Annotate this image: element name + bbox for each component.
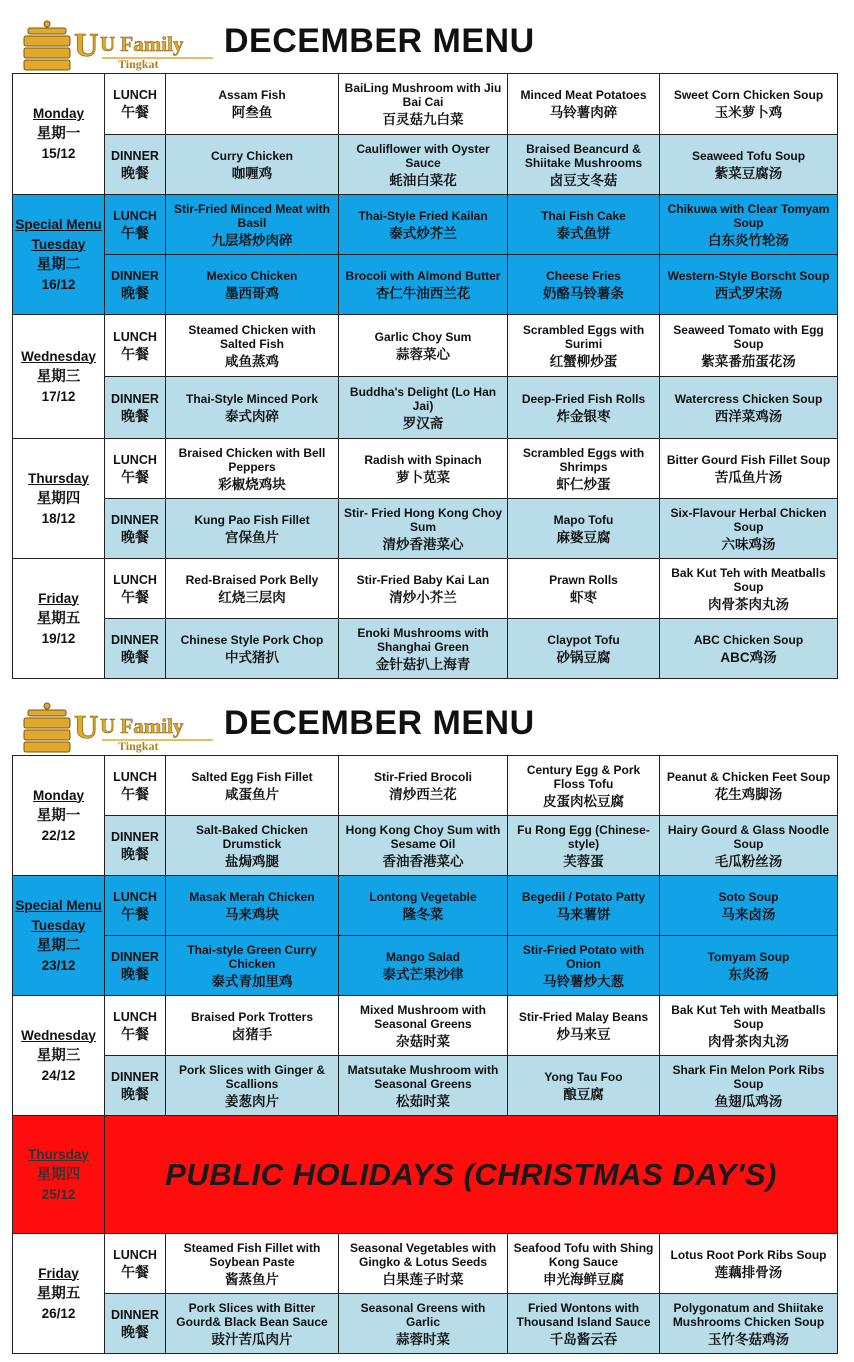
- lunch-label: LUNCH 午餐: [105, 439, 166, 499]
- dish-cell: [339, 1056, 508, 1116]
- dish-name-en: Prawn Rolls: [549, 572, 618, 587]
- dish-name-cn: 盐焗鸡腿: [225, 853, 279, 869]
- logo-sub: Tingkat: [118, 739, 159, 753]
- dish-name-en: Seaweed Tomato with Egg Soup: [673, 322, 824, 351]
- dish-name-cn: 隆冬菜: [402, 906, 444, 922]
- dish-name-cn: 苦瓜鱼片汤: [714, 469, 783, 485]
- menu-title: DECEMBER MENU: [224, 704, 535, 742]
- dish-name-en: Brocoli with Almond Butter: [345, 268, 501, 283]
- dish-name-cn: 姜葱肉片: [225, 1093, 279, 1109]
- dish-name-cn: 九层塔炒肉碎: [211, 232, 293, 248]
- dish-name-en: Scrambled Eggs with Surimi: [522, 322, 645, 351]
- day-date: 17/12: [41, 388, 76, 404]
- dish-name-cn: 紫菜番茄蛋花汤: [701, 353, 796, 369]
- dish-name-cn: 豉汁苦瓜肉片: [211, 1331, 293, 1347]
- dish-name-cn: 清炒西兰花: [389, 786, 457, 802]
- dish-name-cn: 莲藕排骨汤: [714, 1264, 783, 1280]
- dish-cell: [166, 996, 339, 1056]
- dish-name-cn: 萝卜苋菜: [396, 469, 450, 485]
- dish-name-en: Thai-Style Minced Pork: [185, 391, 319, 406]
- dish-name-cn: 泰式炒芥兰: [389, 225, 457, 241]
- dish-cell: [166, 255, 339, 315]
- dish-name-cn: 千岛酱云吞: [549, 1331, 618, 1347]
- dish-name-cn: 彩椒烧鸡块: [218, 476, 286, 492]
- dish-cell: [660, 876, 838, 936]
- dish-cell: [508, 816, 660, 876]
- day-name-cn: 星期三: [36, 1047, 81, 1064]
- day-name-en: Monday: [32, 106, 84, 121]
- dish-cell: [508, 756, 660, 816]
- dish-name-en: ABC Chicken Soup: [693, 632, 804, 647]
- dish-name-en: Begedil / Potato Patty: [521, 889, 646, 904]
- dish-cell: [339, 756, 508, 816]
- dish-cell: [166, 816, 339, 876]
- dish-name-en: Seasonal Vegetables with Gingko & Lotus Seeds: [349, 1240, 497, 1269]
- dish-cell: [508, 559, 660, 619]
- dish-name-en: Stir-Fried Potato with Onion: [522, 942, 645, 971]
- dish-name-en: Soto Soup: [718, 889, 779, 904]
- dish-name-cn: 玉竹冬菇鸡汤: [708, 1331, 789, 1347]
- dish-name-cn: 蒜蓉菜心: [396, 346, 450, 362]
- dish-name-en: Seafood Tofu with Shing Kong Sauce: [513, 1240, 654, 1269]
- dish-name-cn: 清炒香港菜心: [382, 536, 464, 552]
- logo-brand: U Family: [100, 32, 184, 56]
- dish-name-cn: 酱蒸鱼片: [225, 1271, 279, 1287]
- dish-name-en: Mango Salad: [385, 949, 460, 964]
- dish-name-en: Yong Tau Foo: [544, 1069, 623, 1084]
- day-cell: [13, 996, 105, 1116]
- menu-table: [12, 73, 838, 679]
- dish-name-en: Chinese Style Pork Chop: [180, 632, 324, 647]
- dinner-label: DINNER 晚餐: [105, 135, 166, 195]
- dish-name-en: Chikuwa with Clear Tomyam Soup: [667, 201, 830, 230]
- dish-cell: [660, 135, 838, 195]
- dish-name-cn: 马来鸡块: [225, 906, 279, 922]
- dish-name-en: Braised Chicken with Bell Peppers: [178, 445, 326, 474]
- dish-name-cn: 咖喱鸡: [231, 165, 273, 181]
- holiday-text: PUBLIC HOLIDAYS (CHRISTMAS DAY'S): [165, 1156, 777, 1192]
- dish-cell: [508, 1234, 660, 1294]
- dish-cell: [660, 315, 838, 377]
- dish-name-en: Hong Kong Choy Sum with Sesame Oil: [345, 822, 501, 851]
- lunch-label: LUNCH 午餐: [105, 876, 166, 936]
- dish-name-cn: 宫保鱼片: [225, 529, 279, 545]
- day-name-en: Special Menu Tuesday: [15, 897, 102, 933]
- dish-name-en: Pork Slices with Bitter Gourd& Black Bean Sauce: [176, 1300, 328, 1329]
- dish-cell: [508, 377, 660, 439]
- dish-name-en: Mexico Chicken: [206, 268, 298, 283]
- dish-name-en: Salt-Baked Chicken Drumstick: [195, 822, 309, 851]
- dish-name-cn: 炸金银枣: [556, 408, 611, 424]
- dish-cell: [508, 255, 660, 315]
- day-cell: [13, 1234, 105, 1354]
- svg-text:U: U: [74, 709, 99, 746]
- dish-name-en: Braised Beancurd & Shiitake Mushrooms: [524, 141, 643, 170]
- dish-name-cn: 罗汉斋: [402, 415, 444, 431]
- day-name-en: Special Menu Tuesday: [15, 216, 102, 252]
- dish-name-en: Western-Style Borscht Soup: [667, 268, 830, 283]
- dish-cell: [660, 499, 838, 559]
- dish-name-cn: 阿叁鱼: [231, 105, 273, 120]
- day-date: 15/12: [41, 146, 76, 161]
- day-cell: [13, 876, 105, 996]
- dish-name-cn: 清炒小芥兰: [389, 589, 457, 605]
- lunch-label: LUNCH 午餐: [105, 996, 166, 1056]
- day-name-cn: 星期四: [36, 1166, 81, 1183]
- dish-cell: [339, 619, 508, 679]
- dish-name-en: Peanut & Chicken Feet Soup: [666, 769, 831, 784]
- dish-name-cn: 六味鸡汤: [721, 536, 776, 552]
- lunch-label: LUNCH 午餐: [105, 1234, 166, 1294]
- dish-cell: [166, 439, 339, 499]
- dinner-label: DINNER 晚餐: [105, 255, 166, 315]
- dish-name-cn: 泰式鱼饼: [556, 225, 611, 241]
- dish-cell: [339, 255, 508, 315]
- day-name-en: Monday: [32, 787, 84, 803]
- dish-name-cn: 炒马来豆: [556, 1026, 611, 1042]
- dish-name-cn: 泰式肉碎: [225, 408, 279, 424]
- dish-name-en: Minced Meat Potatoes: [520, 88, 647, 102]
- dish-name-cn: 百灵菇九白菜: [382, 112, 464, 127]
- menu-header: [12, 16, 837, 78]
- day-cell: [13, 1116, 105, 1234]
- dish-name-cn: 蚝油白菜花: [389, 172, 457, 188]
- dish-name-cn: 马来薯饼: [556, 906, 611, 922]
- dish-name-cn: 卤猪手: [231, 1026, 273, 1042]
- dish-name-en: BaiLing Mushroom with Jiu Bai Cai: [344, 81, 502, 109]
- dish-name-en: Braised Pork Trotters: [190, 1009, 314, 1024]
- dish-cell: [660, 195, 838, 255]
- dish-name-en: Curry Chicken: [210, 148, 294, 163]
- dish-name-en: Steamed Chicken with Salted Fish: [188, 322, 316, 351]
- dish-cell: [166, 876, 339, 936]
- menu-title: DECEMBER MENU: [224, 22, 535, 60]
- dish-cell: [508, 195, 660, 255]
- dish-name-cn: 虾仁炒蛋: [556, 476, 611, 492]
- day-cell: [13, 315, 105, 439]
- lunch-label: LUNCH 午餐: [105, 756, 166, 816]
- day-cell: [13, 439, 105, 559]
- dish-cell: [166, 135, 339, 195]
- dish-name-cn: 西洋菜鸡汤: [714, 408, 783, 424]
- day-name-en: Thursday: [28, 470, 89, 486]
- menu-header: [12, 698, 837, 760]
- day-date: 16/12: [41, 276, 76, 292]
- dish-cell: [660, 996, 838, 1056]
- holiday-banner: [105, 1116, 838, 1234]
- dish-name-cn: 毛瓜粉丝汤: [714, 853, 783, 869]
- dish-cell: [339, 195, 508, 255]
- dish-name-en: Six-Flavour Herbal Chicken Soup: [670, 505, 827, 534]
- dish-name-cn: 泰式芒果沙律: [382, 966, 464, 982]
- dish-name-en: Scrambled Eggs with Shrimps: [522, 445, 645, 474]
- dish-name-en: Radish with Spinach: [364, 452, 482, 467]
- dish-name-cn: 东炎汤: [728, 966, 769, 982]
- dish-name-en: Garlic Choy Sum: [374, 329, 472, 344]
- dish-name-cn: 红蟹柳炒蛋: [549, 353, 618, 369]
- dish-cell: [508, 315, 660, 377]
- day-name-en: Wednesday: [21, 1027, 96, 1043]
- day-name-cn: 星期三: [36, 368, 81, 385]
- day-name-cn: 星期五: [36, 610, 81, 627]
- dinner-label: DINNER 晚餐: [105, 936, 166, 996]
- dish-cell: [166, 499, 339, 559]
- lunch-label: LUNCH 午餐: [105, 559, 166, 619]
- dish-name-en: Fried Wontons with Thousand Island Sauce: [516, 1300, 651, 1329]
- logo-sub: Tingkat: [118, 57, 159, 71]
- day-date: 22/12: [41, 827, 76, 843]
- day-name-cn: 星期一: [36, 807, 81, 824]
- dish-cell: [660, 377, 838, 439]
- u-family-logo: [18, 18, 218, 74]
- dish-name-cn: 皮蛋肉松豆腐: [543, 793, 624, 809]
- dish-cell: [166, 195, 339, 255]
- dinner-label: DINNER 晚餐: [105, 377, 166, 439]
- dinner-label: DINNER 晚餐: [105, 499, 166, 559]
- dish-name-cn: 鱼翅瓜鸡汤: [714, 1093, 783, 1109]
- dish-name-en: Kung Pao Fish Fillet: [194, 512, 310, 527]
- dinner-label: DINNER 晚餐: [105, 1294, 166, 1354]
- dish-name-en: Bitter Gourd Fish Fillet Soup: [666, 452, 831, 467]
- dish-cell: [339, 936, 508, 996]
- day-cell: [13, 559, 105, 679]
- dish-name-cn: 奶酪马铃薯条: [543, 285, 624, 301]
- dish-cell: [339, 135, 508, 195]
- dish-name-en: Tomyam Soup: [707, 949, 790, 964]
- day-cell: [13, 195, 105, 315]
- dish-name-cn: 玉米萝卜鸡: [714, 105, 783, 120]
- dish-cell: [508, 1294, 660, 1354]
- dish-cell: [660, 255, 838, 315]
- dish-cell: [339, 315, 508, 377]
- lunch-label: LUNCH 午餐: [105, 195, 166, 255]
- dish-name-en: Enoki Mushrooms with Shanghai Green: [357, 625, 489, 654]
- dish-name-cn: 马铃薯炒大葱: [543, 973, 624, 989]
- dish-cell: [166, 1294, 339, 1354]
- day-name-en: Wednesday: [21, 348, 96, 364]
- day-date: 19/12: [41, 630, 76, 646]
- dish-name-en: Masak Merah Chicken: [189, 889, 315, 904]
- dish-cell: [660, 756, 838, 816]
- dish-name-en: Buddha's Delight (Lo Han Jai): [349, 384, 497, 413]
- lunch-label: LUNCH 午餐: [105, 74, 166, 135]
- day-name-cn: 星期五: [36, 1285, 81, 1302]
- day-cell: [13, 74, 105, 195]
- day-name-en: Friday: [38, 590, 79, 606]
- svg-text:U: U: [74, 27, 99, 64]
- day-date: 25/12: [41, 1186, 76, 1202]
- dish-name-en: Salted Egg Fish Fillet: [191, 769, 313, 784]
- dish-cell: [508, 135, 660, 195]
- day-name-cn: 星期二: [36, 256, 81, 273]
- dish-name-cn: 红烧三层肉: [218, 589, 286, 605]
- dish-name-en: Pork Slices with Ginger & Scallions: [178, 1062, 326, 1091]
- dish-cell: [339, 559, 508, 619]
- dish-name-cn: 酿豆腐: [563, 1086, 604, 1102]
- dish-name-cn: 卤豆支冬菇: [549, 172, 618, 188]
- dish-name-en: Mixed Mushroom with Seasonal Greens: [360, 1002, 486, 1031]
- dish-name-en: Stir- Fried Hong Kong Choy Sum: [344, 505, 502, 534]
- dish-cell: [660, 816, 838, 876]
- logo-brand: U Family: [100, 714, 184, 738]
- dish-name-cn: 香油香港菜心: [382, 853, 464, 869]
- menu-table: [12, 755, 838, 1354]
- day-date: 18/12: [41, 510, 76, 526]
- dish-name-en: Red-Braised Pork Belly: [185, 572, 319, 587]
- dish-cell: [166, 559, 339, 619]
- dish-name-cn: 麻婆豆腐: [556, 529, 611, 545]
- dish-name-en: Hairy Gourd & Glass Noodle Soup: [667, 822, 830, 851]
- dish-name-cn: 咸鱼蒸鸡: [225, 353, 279, 369]
- dish-name-en: Cheese Fries: [546, 268, 621, 283]
- dish-cell: [508, 74, 660, 135]
- dish-name-en: Cauliflower with Oyster Sauce: [356, 141, 490, 170]
- dish-name-cn: 马来卤汤: [721, 906, 776, 922]
- dish-cell: [660, 936, 838, 996]
- dish-cell: [339, 816, 508, 876]
- day-cell: [13, 756, 105, 876]
- dish-cell: [508, 499, 660, 559]
- dish-name-en: Polygonatum and Shiitake Mushrooms Chicken Soup: [672, 1300, 825, 1329]
- dish-name-en: Thai Fish Cake: [541, 208, 626, 223]
- dish-name-en: Stir-Fried Baby Kai Lan: [356, 572, 490, 587]
- dish-name-cn: 西式罗宋汤: [714, 285, 783, 301]
- day-date: 24/12: [41, 1067, 76, 1083]
- day-name-cn: 星期四: [36, 490, 81, 507]
- dish-cell: [166, 1056, 339, 1116]
- dish-cell: [166, 1234, 339, 1294]
- day-date: 26/12: [41, 1305, 76, 1321]
- dish-name-en: Deep-Fried Fish Rolls: [521, 391, 646, 406]
- dish-name-en: Seaweed Tofu Soup: [691, 148, 806, 163]
- dish-cell: [339, 439, 508, 499]
- dish-name-en: Century Egg & Pork Floss Tofu: [526, 762, 641, 791]
- dish-name-cn: 白果莲子时菜: [382, 1271, 464, 1287]
- dish-cell: [166, 74, 339, 135]
- dish-name-en: Lotus Root Pork Ribs Soup: [670, 1247, 827, 1262]
- dinner-label: DINNER 晚餐: [105, 1056, 166, 1116]
- dish-cell: [166, 619, 339, 679]
- dish-name-en: Assam Fish: [218, 88, 286, 102]
- dish-name-en: Bak Kut Teh with Meatballs Soup: [671, 565, 826, 594]
- dish-name-en: Mapo Tofu: [553, 512, 614, 527]
- dish-name-cn: 肉骨茶肉丸汤: [708, 596, 789, 612]
- dish-name-cn: 马铃薯肉碎: [549, 105, 618, 120]
- dish-name-cn: 松茹时菜: [396, 1093, 450, 1109]
- dish-cell: [660, 439, 838, 499]
- dish-name-en: Thai-Style Fried Kailan: [358, 208, 488, 223]
- dish-name-cn: 中式猪扒: [225, 649, 279, 665]
- dish-cell: [508, 1056, 660, 1116]
- day-name-en: Friday: [38, 1265, 79, 1281]
- dish-name-cn: 蒜蓉时菜: [396, 1331, 450, 1347]
- dish-name-en: Bak Kut Teh with Meatballs Soup: [671, 1002, 826, 1031]
- dish-name-cn: 花生鸡脚汤: [714, 786, 783, 802]
- dish-name-cn: 砂锅豆腐: [556, 649, 611, 665]
- dish-cell: [339, 1234, 508, 1294]
- dish-name-en: Matsutake Mushroom with Seasonal Greens: [347, 1062, 499, 1091]
- day-name-cn: 星期二: [36, 937, 81, 954]
- u-family-logo: [18, 700, 218, 756]
- dish-name-en: Sweet Corn Chicken Soup: [673, 88, 824, 102]
- dish-name-en: Thai-style Green Curry Chicken: [187, 942, 317, 971]
- dish-name-cn: 泰式青加里鸡: [211, 973, 293, 989]
- dish-cell: [508, 996, 660, 1056]
- dish-name-en: Steamed Fish Fillet with Soybean Paste: [183, 1240, 321, 1269]
- dish-cell: [660, 74, 838, 135]
- dish-name-cn: 申光海鲜豆腐: [543, 1271, 624, 1287]
- dish-cell: [660, 1234, 838, 1294]
- day-name-cn: 星期一: [36, 126, 81, 142]
- lunch-label: LUNCH 午餐: [105, 315, 166, 377]
- dish-name-en: Stir-Fried Malay Beans: [518, 1009, 649, 1024]
- dinner-label: DINNER 晚餐: [105, 816, 166, 876]
- dish-name-en: Claypot Tofu: [547, 632, 620, 647]
- dish-name-cn: 杂菇时菜: [396, 1033, 450, 1049]
- dish-name-en: Fu Rong Egg (Chinese-style): [517, 822, 650, 851]
- dish-cell: [660, 619, 838, 679]
- dish-cell: [339, 499, 508, 559]
- dish-name-cn: 肉骨茶肉丸汤: [708, 1033, 789, 1049]
- dinner-label: DINNER 晚餐: [105, 619, 166, 679]
- dish-cell: [339, 996, 508, 1056]
- dish-cell: [508, 439, 660, 499]
- dish-name-en: Shark Fin Melon Pork Ribs Soup: [672, 1062, 825, 1091]
- dish-cell: [508, 619, 660, 679]
- day-name-en: Thursday: [28, 1146, 89, 1162]
- dish-cell: [339, 377, 508, 439]
- dish-cell: [339, 1294, 508, 1354]
- dish-name-cn: 虾枣: [570, 589, 597, 605]
- dish-name-en: Stir-Fried Minced Meat with Basil: [173, 201, 330, 230]
- dish-cell: [339, 876, 508, 936]
- dish-name-en: Watercress Chicken Soup: [674, 391, 823, 406]
- dish-cell: [166, 315, 339, 377]
- dish-name-cn: 金针菇扒上海青: [375, 656, 471, 672]
- dish-cell: [508, 936, 660, 996]
- dish-cell: [339, 74, 508, 135]
- dish-cell: [166, 377, 339, 439]
- day-date: 23/12: [41, 957, 76, 973]
- dish-name-cn: 芙蓉蛋: [563, 853, 604, 869]
- dish-name-cn: 紫菜豆腐汤: [714, 165, 783, 181]
- dish-name-cn: 咸蛋鱼片: [225, 786, 279, 802]
- dish-name-cn: 杏仁牛油西兰花: [375, 285, 471, 301]
- dish-name-cn: ABC鸡汤: [720, 649, 777, 665]
- dish-name-cn: 墨西哥鸡: [225, 285, 279, 301]
- dish-name-en: Lontong Vegetable: [369, 889, 477, 904]
- dish-cell: [660, 559, 838, 619]
- dish-cell: [660, 1056, 838, 1116]
- dish-name-cn: 白东炎竹轮汤: [708, 232, 789, 248]
- dish-name-en: Stir-Fried Brocoli: [373, 769, 472, 784]
- dish-cell: [166, 936, 339, 996]
- dish-cell: [166, 756, 339, 816]
- dish-name-en: Seasonal Greens with Garlic: [360, 1300, 486, 1329]
- dish-cell: [508, 876, 660, 936]
- dish-cell: [660, 1294, 838, 1354]
